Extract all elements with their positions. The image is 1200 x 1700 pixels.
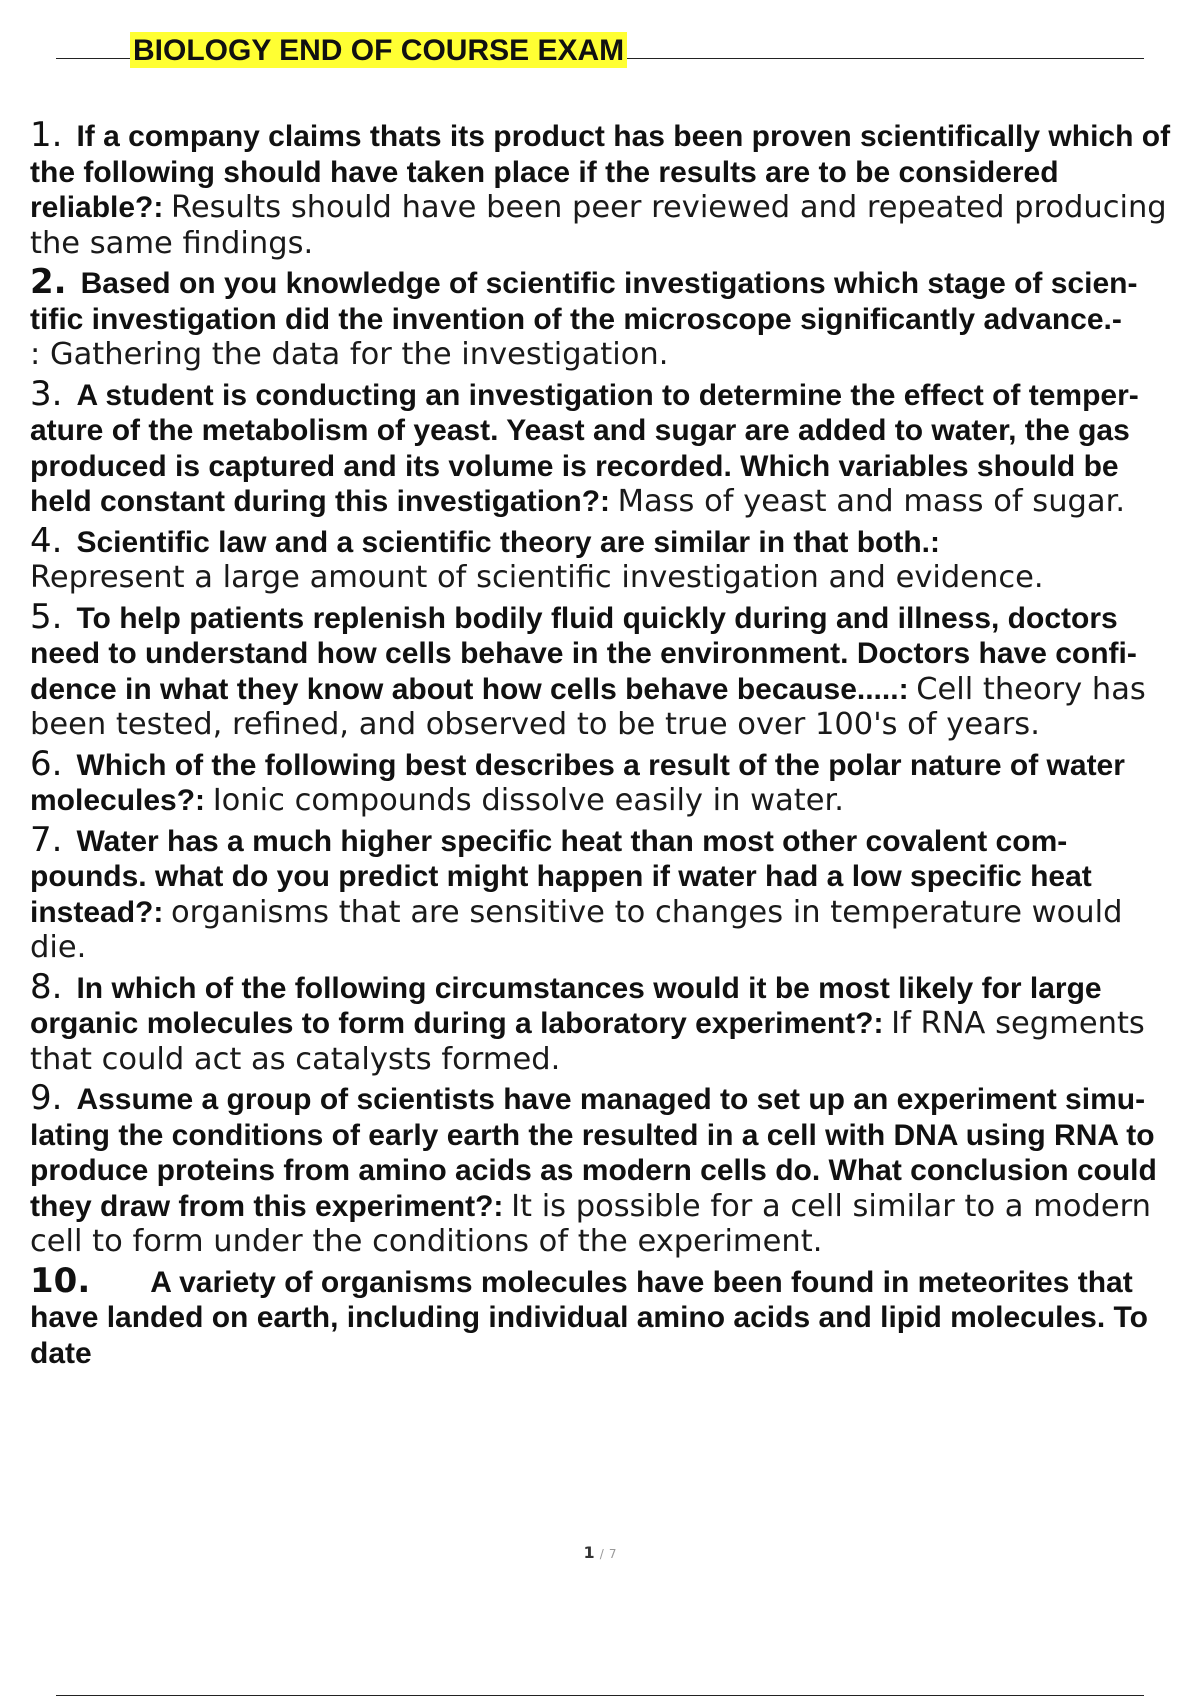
question-item [30, 520, 1180, 596]
answer-text: Mass of yeast and mass of sugar. [617, 484, 1126, 519]
question-number: 7. [30, 819, 63, 860]
question-number: 4. [30, 520, 63, 561]
question-item [30, 819, 1180, 966]
question-number: 3. [30, 373, 63, 414]
question-item [30, 1078, 1180, 1260]
question-item [30, 115, 1180, 261]
question-number: 5. [30, 596, 63, 637]
answer-text: organisms that are sensitive to changes in temperature would die. [30, 894, 1123, 965]
question-text: If a company claims thats its product has been proven scientifically which of the following should have taken place if the results are to be considered reliable?: [30, 120, 1171, 224]
question-list [30, 115, 1180, 1375]
question-text: Which of the following best describes a result of the polar nature of water molecules?: [30, 748, 1125, 817]
exam-header [56, 32, 1144, 72]
question-number: 1. [30, 115, 63, 155]
question-text: A student is conducting an investigation to determine the effect of temper- ature of the metabolism of yeast. Yeast and sugar are added to water, the gas produced is captured and its volume is recorded. Which variables should be held constant during this investigation?: [30, 378, 1139, 518]
question-item [30, 743, 1180, 819]
answer-text: It is possible for a cell similar to a modern cell to form under the conditions of the experiment. [30, 1188, 1152, 1259]
page-indicator [0, 1543, 1200, 1562]
answer-text: If RNA segments that could act as catalysts formed. [30, 1006, 1145, 1077]
question-number: 2. [30, 262, 67, 302]
question-item [30, 373, 1180, 520]
answer-text: Represent a large amount of scientific investigation and evidence. [30, 560, 1044, 595]
question-number: 9. [30, 1078, 63, 1118]
answer-text: : Gathering the data for the investigation. [30, 337, 669, 372]
question-number: 8. [30, 966, 63, 1007]
answer-text: Cell theory has been tested, refined, and observed to be true over 100's of years. [30, 671, 1146, 742]
question-item [30, 596, 1180, 743]
question-item [30, 1260, 1180, 1372]
exam-title: BIOLOGY END OF COURSE EXAM [130, 32, 627, 68]
question-text: In which of the following circumstances would it be most likely for large organic molecules to form during a laboratory experiment?: [30, 971, 1102, 1040]
page-separator: / [599, 1547, 604, 1561]
question-text: A variety of organisms molecules have been found in meteorites that have landed on earth, including individual amino acids and lipid molecules. To date [30, 1265, 1148, 1370]
question-text: To help patients replenish bodily fluid quickly during and illness, doctors need to understand how cells behave in the environment. Doctors have confi- dence in what they know about how cells behave because.....: [30, 601, 1137, 706]
answer-text: Results should have been peer reviewed and repeated producing the same findings. [30, 190, 1167, 261]
question-item [30, 966, 1180, 1078]
question-number: 10. [30, 1260, 91, 1301]
bottom-rule [56, 1695, 1144, 1696]
question-text: Scientific law and a scientific theory are similar in that both.: [76, 525, 940, 559]
question-text: Assume a group of scientists have managed to set up an experiment simu- lating the conditions of early earth the resulted in a cell with DNA using RNA to produce proteins from amino acids as modern cells do. What conclusion could they draw from this experiment?: [30, 1083, 1157, 1223]
page-current: 1 [583, 1543, 595, 1562]
page-total: 7 [608, 1547, 617, 1561]
question-text: Water has a much higher specific heat than most other covalent com- pounds. what do you predict might happen if water had a low specific heat instead?: [30, 824, 1092, 929]
question-number: 6. [30, 743, 63, 784]
answer-text: Ionic compounds dissolve easily in water. [212, 783, 844, 818]
question-text: Based on you knowledge of scientific investigations which stage of scien- tific investigation did the invention of the microscope significantly advance.- [30, 267, 1138, 336]
question-item [30, 262, 1180, 373]
